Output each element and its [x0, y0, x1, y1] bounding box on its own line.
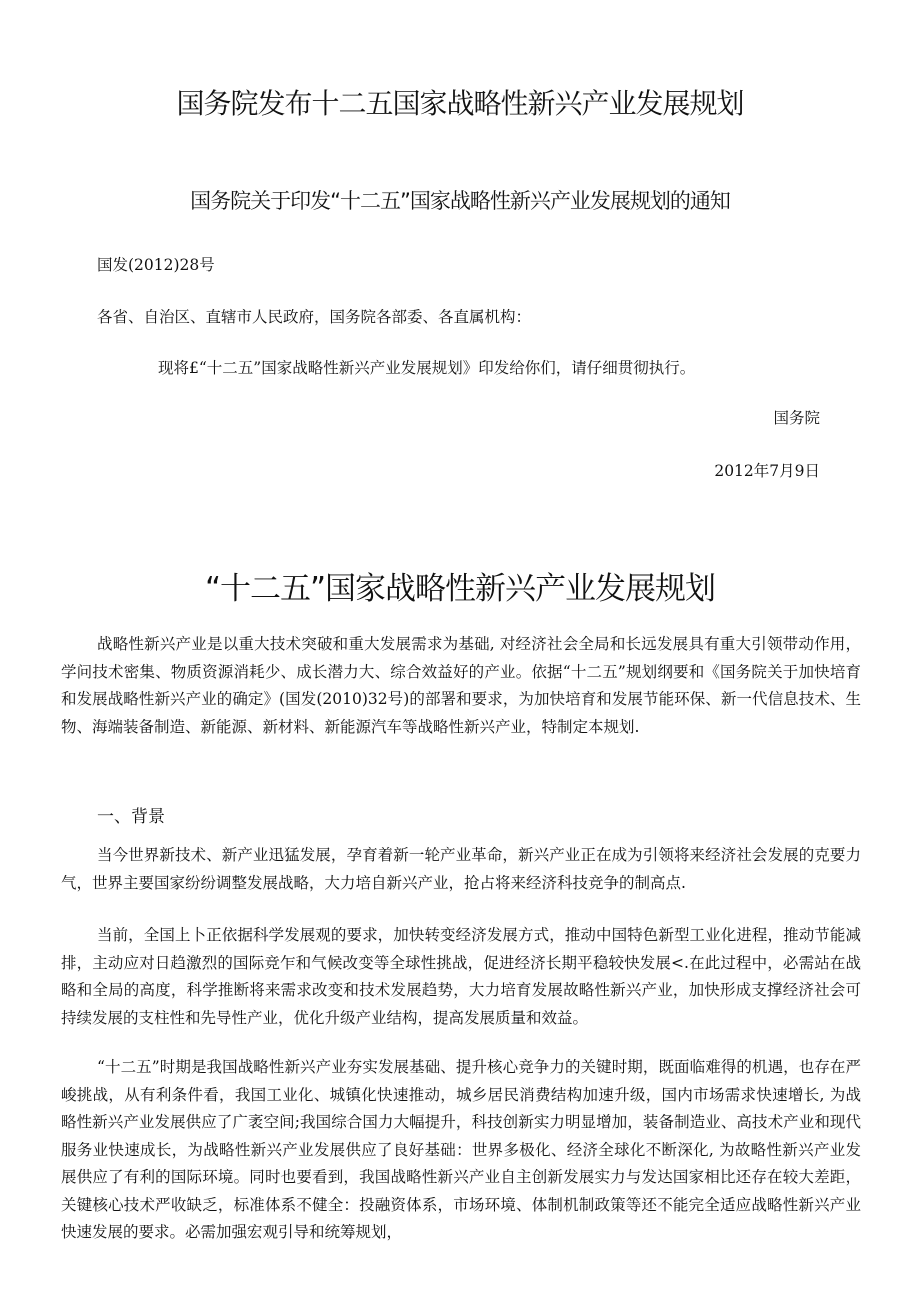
notice-title: 国务院关于印发“十二五”国家战略性新兴产业发展规划的通知 [190, 189, 730, 213]
document-number: 国发(2012)28号 [97, 256, 215, 274]
intro-paragraph: 战略性新兴产业是以重大技术突破和重大发展需求为基础, 对经济社会全局和长远发展具有重大引领带动作用，学问技术密集、物质资源消耗少、成长潜力大、综合效益好的产业。依据“十二五”规划纲要和《国务院关于加快培育和发展战略性新兴产业的确定》(国发(2010)32号)的部署和要求，为加快培育和发展节能环保、新一代信息技术、生物、海端装备制造、新能源、新材料、新能源汽车等战略性新兴产业，特制定本规划. [61, 635, 861, 736]
body-paragraph: “十二五”时期是我国战略性新兴产业夯实发展基础、提升核心竞争力的关键时期，既面临难得的机遇，也存在严峻挑战，从有利条件看，我国工业化、城镇化快速推动，城乡居民消费结构加速升级，国内市场需求快速增长, 为战略性新兴产业发展供应了广袤空间;我国综合国力大幅提升，科技创新实力明显增加，装备制造业、高技术产业和现代服务业快速成长，为战略性新兴产业发展供应了良好基础：世界多极化、经济全球化不断深化, 为故略性新兴产业发展供应了有利的国际环境。同时也要看到，我国战略性新兴产业自主创新发展实力与发达国家相比还存在较大差距，关键核心技术严收缺乏，标准体系不健全：投融资体系，市场环境、体制机制政策等还不能完全适应战略性新兴产业快速发展的要求。必需加强宏观引导和统筹规划， [61, 1058, 861, 1241]
main-title: 国务院发布十二五国家战略性新兴产业发展规划 [176, 87, 744, 120]
notice-text: 现将£“十二五”国家战略性新兴产业发展规划》印发给你们，请仔细贯彻执行。 [158, 359, 696, 377]
body-paragraph: 当今世界新技术、新产业迅猛发展，孕育着新一轮产业革命，新兴产业正在成为引领将来经济社会发展的克要力气，世界主要国家纷纷调整发展战略，大力培自新兴产业，抢占将来经济科技竞争的制高点. [61, 846, 861, 892]
plan-title: “十二五”国家战略性新兴产业发展规划 [204, 571, 716, 607]
body-paragraph: 当前，全国上卜正依据科学发展观的要求，加快转变经济发展方式，推动中国特色新型工业化进程，推动节能减排，主动应对日趋激烈的国际竞乍和气候改变等全球性挑战，促进经济长期平稳较快发展<.在此过程中，必需站在战略和全局的高度，科学推断将来需求改变和技术发展趋势，大力培育发展故略性新兴产业，加快形成支撑经济社会可持续发展的支柱性和先导性产业，优化升级产业结构，提高发展质量和效益。 [61, 926, 861, 1027]
issue-date: 2012年7月9日 [714, 462, 820, 480]
section-heading: 一、背景 [97, 807, 165, 827]
recipients-line: 各省、自治区、直辖市人民政府，国务院各部委、各直属机构： [97, 308, 532, 326]
issuer-signature: 国务院 [773, 409, 820, 427]
